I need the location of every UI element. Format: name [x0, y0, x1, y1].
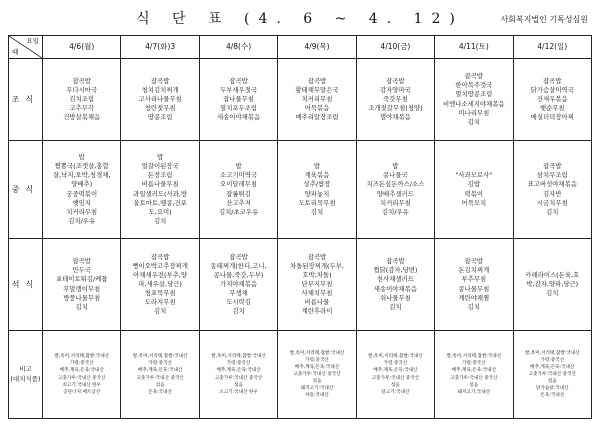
origin-note-line: 고춧가루:국내산 중국산	[450, 375, 498, 381]
menu-item: 계란후라이	[301, 307, 333, 316]
origin-note-line: 쌀,옥미,서리태,찹쌀:국내산	[289, 350, 345, 356]
menu-item: 죽갓무침	[383, 94, 408, 103]
day-header: 4/7(화)3	[121, 36, 199, 59]
menu-item: 김치	[546, 289, 559, 298]
origin-note-line: 고춧가루:국내산 중국산	[528, 371, 576, 377]
menu-item: 도라지무침	[144, 298, 176, 307]
menu-item: 계육볶음	[304, 171, 330, 180]
origin-note-line: 차돌:국내산	[305, 393, 329, 399]
origin-note-line: 배추,계육,돈육:국내산	[137, 368, 183, 374]
menu-cell	[121, 239, 199, 331]
origin-note-line: 배추,계육,돈육:국내산	[373, 368, 418, 374]
menu-item: 황태채무말은국	[295, 85, 339, 94]
menu-item: 쩝닭(감자,당면)	[373, 266, 418, 275]
meal-row-lunch	[9, 141, 592, 239]
meal-label: 조식	[9, 59, 43, 141]
origin-note-cell	[199, 331, 277, 419]
menu-cell	[43, 59, 121, 141]
menu-item: 도,요미)	[148, 207, 172, 216]
note-row	[9, 331, 592, 419]
origin-note-line: 섞음	[469, 382, 479, 388]
menu-item: 고추무각	[69, 104, 95, 113]
menu-item: 청포묵무침	[144, 289, 176, 298]
menu-item: 김치/우유	[68, 216, 96, 225]
menu-item: 뻥이오박고추장찌개	[132, 261, 188, 270]
origin-note-line: 가령:중국산	[226, 361, 251, 367]
menu-item: 메추리알장조림	[295, 113, 339, 122]
menu-item: 돈김치찌개	[458, 266, 490, 275]
menu-item: 잡롤튀김	[226, 189, 251, 198]
menu-item: 김치	[467, 117, 480, 126]
menu-item: 돈장조림	[147, 171, 173, 180]
menu-item: 창란젓무침	[144, 104, 176, 113]
origin-note-line: 배추,계육,돈육:국내산	[294, 364, 340, 370]
origin-note-cell	[435, 331, 513, 419]
organization-name: 사회복지법인 기독성심원	[500, 15, 588, 24]
origin-note-line: 돈육:국내산	[148, 389, 172, 395]
menu-item: 치커리무침	[301, 94, 333, 103]
menu-item: 방풍나물무침	[63, 293, 101, 302]
origin-note-line: 고춧가루:국내산 중국산	[371, 375, 420, 381]
menu-cell	[121, 59, 199, 141]
menu-item: 잡곡밥	[150, 76, 170, 85]
origin-note-line: 소고기:국내산 한우	[219, 389, 258, 395]
menu-cell	[199, 141, 277, 239]
origin-note-line: 돼지고기:국내산	[457, 389, 491, 395]
origin-note-line: 섞음	[547, 379, 557, 385]
menu-item: 김치	[389, 302, 402, 311]
menu-item: 표고버섯야채볶음	[527, 180, 577, 189]
menu-item: 아채새우전(부추,양	[133, 270, 188, 279]
menu-item: 쉬나물무침	[379, 293, 411, 302]
menu-item: 비엔나소세지야채볶음	[442, 99, 505, 108]
menu-item: 무생채	[229, 289, 248, 298]
menu-item: 비름나물	[304, 298, 330, 307]
menu-cell	[278, 59, 356, 141]
origin-note-line: 가령:중국산	[148, 361, 172, 367]
menu-item: 상추/쌈장	[303, 180, 331, 189]
menu-item: 치즈돈심돈까스/소스	[366, 180, 425, 189]
menu-cell	[199, 59, 277, 141]
menu-cell	[435, 239, 513, 331]
origin-note-line: 섞음	[155, 382, 165, 388]
menu-item: 김치/초코우유	[218, 207, 259, 216]
menu-item: 양배추)	[71, 180, 93, 189]
menu-item: 잡곡밥	[307, 252, 327, 261]
origin-note-line: 섞음	[234, 382, 243, 388]
meal-label: 중식	[9, 141, 43, 239]
day-header: 4/12(일)	[513, 36, 591, 59]
menu-item: 어묵모치	[461, 198, 487, 207]
menu-item: 열치포두조림	[220, 104, 258, 113]
menu-item: 잡나물무침	[223, 94, 254, 103]
origin-note-line: 배추,계육,돈육:국내산	[216, 368, 261, 374]
menu-item: 김치	[467, 302, 480, 311]
menu-item: 짬뽕국(조갯살,홍합	[54, 162, 109, 171]
menu-item: 멸야채볶음	[379, 113, 411, 122]
day-header: 4/6(월)	[43, 36, 121, 59]
origin-note-line: 섞음	[312, 379, 322, 385]
menu-item: 김치	[546, 207, 559, 216]
menu-cell	[199, 239, 277, 331]
menu-item: 치커리무침	[379, 198, 411, 207]
note-label-cell	[9, 331, 43, 419]
menu-item: 시금치무침	[536, 198, 568, 207]
origin-note-line: 가령:중국산	[540, 357, 565, 363]
menu-item: 밥	[392, 162, 399, 171]
menu-item: 사채치무침	[301, 289, 333, 298]
origin-note-line: 쌀,옥미,서리태,찹쌀:국내산	[446, 354, 502, 360]
meal-label: 석식	[9, 239, 43, 331]
origin-note-line: 섞음	[390, 382, 400, 388]
menu-item: 밥	[78, 153, 85, 162]
menu-cell	[356, 59, 434, 141]
origin-note-cell	[278, 331, 356, 419]
menu-item: 박,감자,양파,당근)	[526, 279, 579, 288]
menu-cell	[513, 141, 591, 239]
menu-item: 새송이야채볶음	[216, 113, 261, 122]
origin-note-cell	[43, 331, 121, 419]
menu-item: 카레라이스(돈육,호	[525, 270, 580, 279]
origin-note-line: 배추,계육,돈육:국내산	[59, 368, 104, 374]
menu-item: 청치김치찌개	[141, 85, 179, 94]
day-header: 4/9(목)	[278, 36, 356, 59]
menu-item: 동태찌개(한디,고니,	[210, 261, 267, 270]
menu-item: 포테이토튀김/케찹	[55, 275, 108, 284]
weekly-menu-table	[8, 35, 592, 419]
origin-note-line: 닭고기:국내산	[381, 389, 410, 395]
menu-item: 김치	[153, 216, 167, 225]
menu-item: 두부새우젓국	[220, 85, 258, 94]
menu-cell	[513, 59, 591, 141]
menu-item: 멸치땅콩조림	[455, 90, 493, 99]
menu-item: 떡볶이	[464, 189, 484, 198]
menu-item: 햇임지	[72, 198, 91, 207]
origin-note-line: 고춧가루:국내산 중국산	[214, 375, 263, 381]
origin-note-cell	[513, 331, 591, 419]
menu-cell	[43, 141, 121, 239]
menu-item: 잡곡밥	[464, 257, 484, 266]
menu-item: 잡곡밥	[150, 252, 170, 261]
menu-item: 닭가슴살미역국	[530, 85, 574, 94]
menu-item: 단무지무침	[301, 279, 333, 288]
origin-note-line: 고춧가루:국내산 중국산	[293, 371, 341, 377]
menu-item: 잡곡밥	[307, 76, 327, 85]
menu-item: 잡곡밥	[72, 76, 91, 85]
menu-item: 건방살볶채음	[63, 113, 101, 122]
menu-item: 무말랭이무침	[63, 284, 101, 293]
menu-item: 콩나물무침	[458, 284, 490, 293]
origin-note-line: 돈육:국내산	[540, 393, 565, 399]
origin-note-line: 가령:중국산	[383, 361, 408, 367]
menu-item: 호박,차돌)	[302, 270, 332, 279]
corner-day-label: 요일	[26, 37, 39, 45]
menu-item: 천사채샐러드	[376, 275, 414, 284]
menu-item: 콩나물국	[383, 171, 408, 180]
menu-item: 김치/우유	[381, 207, 409, 216]
day-header: 4/11(토)	[435, 36, 513, 59]
menu-cell	[356, 141, 434, 239]
origin-note-line: 배추,계육,돈육:국내산	[530, 364, 575, 370]
menu-item: 파,새우살,당근)	[138, 279, 182, 288]
menu-item: 김치	[232, 307, 245, 316]
origin-note-line: 가령:중국산	[69, 361, 94, 367]
menu-item: 차돌된장찌개(두부,	[290, 261, 344, 270]
origin-note-line: 가령:중국산	[461, 361, 486, 367]
origin-note-line: 고춧가루:국내산 중국산	[136, 375, 184, 381]
page-title: 식 단 표 (4. 6 ~ 4. 12)	[136, 11, 464, 27]
menu-item: 부추무침	[461, 275, 487, 284]
origin-note-line: 고춧가루:국내산 중국산	[58, 375, 106, 381]
note-label: 비고	[19, 365, 32, 374]
menu-item: 밥	[235, 162, 242, 171]
menu-item: 조개젓갈무침(청양)	[368, 104, 423, 113]
menu-item: 김치	[75, 302, 88, 311]
menu-item: 가지야채볶음	[220, 279, 258, 288]
menu-item: 만두국	[72, 266, 91, 275]
menu-item: 김치조림	[69, 94, 95, 103]
menu-item: 잡곡밥	[72, 257, 91, 266]
origin-note-cell	[121, 331, 199, 419]
origin-note-cell	[356, 331, 434, 419]
menu-item: 잡곡밥	[386, 76, 405, 85]
menu-cell	[43, 239, 121, 331]
meal-row-dinner	[9, 239, 592, 331]
menu-item: 도토리묵무침	[298, 198, 336, 207]
menu-item: 감자양파국	[379, 85, 411, 94]
menu-item: 김밥	[467, 180, 480, 189]
menu-item: 잡곡밥	[229, 252, 248, 261]
origin-note-line: 쌀,옥미,서리태,찹쌀:국내산	[368, 354, 423, 360]
origin-note-line: 쌀,옥미,서리태,찹쌀:국내산	[211, 354, 266, 360]
menu-item: 어묵볶음	[304, 104, 330, 113]
menu-item: 밥	[157, 153, 164, 162]
menu-item: 과일샐러드(사과,방	[133, 189, 188, 198]
menu-item: 잡곡밥	[464, 72, 484, 81]
menu-item: 소고기미역국	[220, 171, 258, 180]
origin-note-line: 배추,계육,돈육:국내산	[451, 368, 497, 374]
menu-item: 잡곡밥	[543, 162, 562, 171]
menu-item: 잡곡밥	[229, 76, 248, 85]
corner-meal-label: 때	[12, 47, 19, 56]
menu-cell	[356, 239, 434, 331]
origin-note-line: 가령:중국산	[305, 357, 329, 363]
menu-item: 비름나물무침	[141, 180, 179, 189]
menu-item: 밥	[313, 162, 321, 171]
origin-note-line: 쌀,옥미,서리태,찹쌀:국내산	[54, 354, 110, 360]
menu-item: 새송이야채볶음	[373, 284, 417, 293]
menu-item: 삼치무조림	[536, 171, 568, 180]
menu-cell	[435, 141, 513, 239]
menu-cell	[278, 141, 356, 239]
menu-item: 김자반	[543, 189, 562, 198]
day-header: 4/8(수)	[199, 36, 277, 59]
note-sublabel: (대치식품)	[10, 374, 41, 383]
menu-item: 고사리나물무침	[138, 94, 182, 103]
menu-item: "사과모로사"	[455, 171, 493, 180]
menu-item: 햇순무침	[539, 104, 565, 113]
header-row	[9, 36, 592, 59]
origin-note-line: 돼지고기:국내산	[300, 386, 334, 392]
menu-item: 산고추저	[226, 198, 251, 207]
menu-item: 양파놓지	[304, 189, 330, 198]
corner-cell	[9, 36, 43, 59]
menu-item: 콩나물,죽갓,두부)	[213, 270, 264, 279]
menu-cell	[513, 239, 591, 331]
menu-item: 김치	[310, 207, 324, 216]
menu-item: 무다시마국	[66, 85, 98, 94]
menu-cell	[435, 59, 513, 141]
origin-note-line: 닭가슴살:국내산	[535, 386, 569, 392]
menu-item: 울토마토,땡콩,건포	[133, 198, 187, 207]
menu-item: 궁중떡볶이	[66, 189, 98, 198]
menu-item: 오이달래무침	[220, 180, 258, 189]
day-header: 4/10(금)	[356, 36, 434, 59]
menu-item: 미나리무침	[458, 108, 490, 117]
menu-item: 메실더덕장아찌	[530, 113, 574, 122]
meal-row-breakfast	[9, 59, 592, 141]
menu-cell	[121, 141, 199, 239]
menu-item: 얼갈이된장국	[141, 162, 179, 171]
menu-item: 잡곡밥	[543, 76, 562, 85]
origin-note-line: 쇠고기:국내산 한우	[62, 382, 101, 388]
origin-note-line: 공단너지:베트남산	[63, 389, 101, 395]
origin-note-line: 쌀,옥미,서리태,찹쌀:국내산	[524, 350, 580, 356]
menu-item: 계란야채찜	[458, 293, 490, 302]
menu-item: 김치	[153, 307, 167, 316]
menu-item: 살,낙지,오박,청경채,	[52, 171, 111, 180]
menu-item: 도시락김	[226, 298, 251, 307]
menu-item: 치커리무침	[66, 207, 98, 216]
menu-item: 한아목주것국	[455, 81, 493, 90]
menu-item: 잡곡밥	[386, 257, 405, 266]
menu-item: 양배추샐러드	[376, 189, 414, 198]
menu-item: 건새우볶음	[536, 94, 568, 103]
menu-cell	[278, 239, 356, 331]
menu-item: 땅콩조림	[147, 113, 173, 122]
origin-note-line: 쌀,옥미,서리태,찹쌀:국내산	[132, 354, 188, 360]
